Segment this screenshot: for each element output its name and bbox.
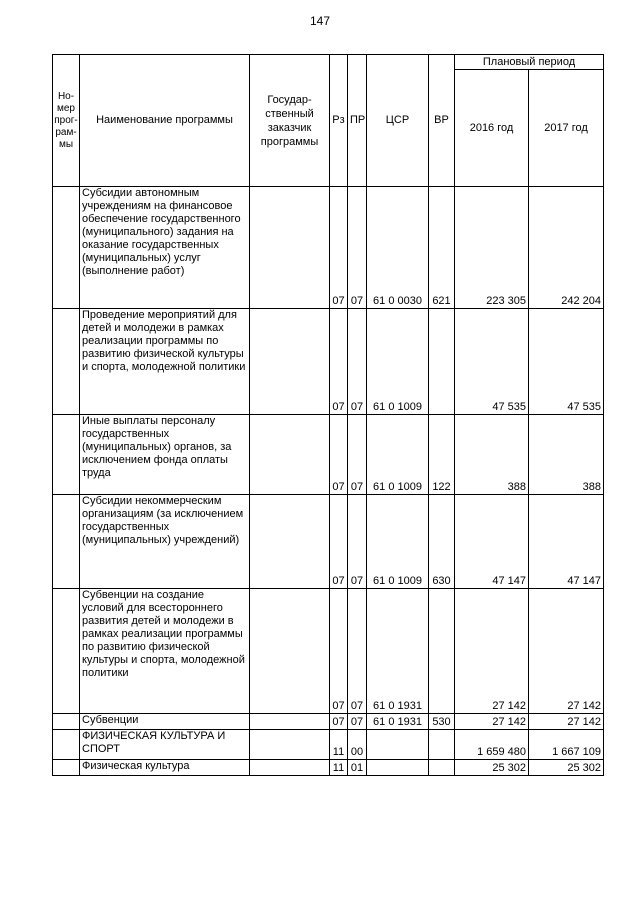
header-program-number: Но- мер прог- рам- мы bbox=[53, 55, 80, 187]
header-planning-period: Плановый период bbox=[455, 55, 604, 70]
cell-csr: 61 0 1009 bbox=[367, 309, 429, 415]
cell-rz: 07 bbox=[330, 589, 348, 714]
cell-program-name: Проведение мероприятий для детей и молодежи в рамках реализации программы по развитию физической культуры и спорта, молодежной политики bbox=[80, 309, 250, 415]
cell-pr: 07 bbox=[348, 309, 367, 415]
budget-table bbox=[52, 54, 604, 776]
cell-2017: 47 147 bbox=[529, 495, 604, 589]
cell-program-name: Субвенции bbox=[80, 714, 250, 730]
header-pr: ПР bbox=[348, 55, 367, 187]
cell-program-name: Субсидии автономным учреждениям на финансовое обеспечение государственного (муниципального) задания на оказание государственных (муниципальных) услуг (выполнение работ) bbox=[80, 187, 250, 309]
cell-program-name: Субсидии некоммерческим организациям (за исключением государственных (муниципальных) учреждений) bbox=[80, 495, 250, 589]
cell-vr: 630 bbox=[429, 495, 455, 589]
cell-program-number bbox=[53, 495, 80, 589]
cell-state-customer bbox=[250, 714, 330, 730]
cell-rz: 07 bbox=[330, 495, 348, 589]
cell-csr bbox=[367, 730, 429, 760]
cell-state-customer bbox=[250, 589, 330, 714]
cell-2017: 242 204 bbox=[529, 187, 604, 309]
cell-program-name: ФИЗИЧЕСКАЯ КУЛЬТУРА И СПОРТ bbox=[80, 730, 250, 760]
cell-vr bbox=[429, 309, 455, 415]
cell-2016: 388 bbox=[455, 415, 529, 495]
header-state-customer: Государ- ственный заказчик программы bbox=[250, 55, 330, 187]
cell-vr bbox=[429, 589, 455, 714]
cell-rz: 07 bbox=[330, 309, 348, 415]
cell-2016: 47 147 bbox=[455, 495, 529, 589]
cell-2017: 27 142 bbox=[529, 714, 604, 730]
cell-csr: 61 0 1009 bbox=[367, 495, 429, 589]
page-number: 147 bbox=[309, 14, 331, 28]
cell-csr: 61 0 0030 bbox=[367, 187, 429, 309]
cell-vr bbox=[429, 730, 455, 760]
table-row bbox=[53, 714, 604, 730]
header-rz: Рз bbox=[330, 55, 348, 187]
table-row bbox=[53, 415, 604, 495]
cell-pr: 07 bbox=[348, 495, 367, 589]
header-row-period bbox=[53, 55, 604, 70]
header-year-2017: 2017 год bbox=[529, 70, 604, 187]
cell-2017: 1 667 109 bbox=[529, 730, 604, 760]
cell-2017: 388 bbox=[529, 415, 604, 495]
cell-state-customer bbox=[250, 415, 330, 495]
cell-2016: 27 142 bbox=[455, 714, 529, 730]
cell-state-customer bbox=[250, 760, 330, 776]
cell-2017: 27 142 bbox=[529, 589, 604, 714]
cell-2016: 47 535 bbox=[455, 309, 529, 415]
cell-program-number bbox=[53, 730, 80, 760]
header-program-name: Наименование программы bbox=[80, 55, 250, 187]
cell-program-number bbox=[53, 760, 80, 776]
cell-pr: 07 bbox=[348, 589, 367, 714]
cell-rz: 07 bbox=[330, 415, 348, 495]
cell-state-customer bbox=[250, 495, 330, 589]
cell-2017: 47 535 bbox=[529, 309, 604, 415]
table-row bbox=[53, 589, 604, 714]
header-csr: ЦСР bbox=[367, 55, 429, 187]
cell-rz: 11 bbox=[330, 760, 348, 776]
cell-2016: 1 659 480 bbox=[455, 730, 529, 760]
table-row bbox=[53, 760, 604, 776]
cell-program-number bbox=[53, 187, 80, 309]
header-vr: ВР bbox=[429, 55, 455, 187]
cell-rz: 07 bbox=[330, 714, 348, 730]
cell-program-name: Физическая культура bbox=[80, 760, 250, 776]
cell-pr: 00 bbox=[348, 730, 367, 760]
cell-vr: 122 bbox=[429, 415, 455, 495]
cell-program-number bbox=[53, 309, 80, 415]
cell-program-name: Иные выплаты персоналу государственных (муниципальных) органов, за исключением фонда оплаты труда bbox=[80, 415, 250, 495]
table-row bbox=[53, 309, 604, 415]
cell-state-customer bbox=[250, 309, 330, 415]
cell-vr: 530 bbox=[429, 714, 455, 730]
cell-csr: 61 0 1009 bbox=[367, 415, 429, 495]
cell-pr: 07 bbox=[348, 187, 367, 309]
cell-state-customer bbox=[250, 730, 330, 760]
cell-2016: 223 305 bbox=[455, 187, 529, 309]
cell-program-number bbox=[53, 415, 80, 495]
cell-pr: 07 bbox=[348, 415, 367, 495]
cell-2016: 25 302 bbox=[455, 760, 529, 776]
table-row bbox=[53, 187, 604, 309]
cell-state-customer bbox=[250, 187, 330, 309]
cell-rz: 11 bbox=[330, 730, 348, 760]
table-row bbox=[53, 730, 604, 760]
cell-csr bbox=[367, 760, 429, 776]
cell-pr: 07 bbox=[348, 714, 367, 730]
cell-vr bbox=[429, 760, 455, 776]
cell-program-number bbox=[53, 589, 80, 714]
cell-csr: 61 0 1931 bbox=[367, 714, 429, 730]
cell-2017: 25 302 bbox=[529, 760, 604, 776]
table-row bbox=[53, 495, 604, 589]
cell-csr: 61 0 1931 bbox=[367, 589, 429, 714]
cell-pr: 01 bbox=[348, 760, 367, 776]
cell-vr: 621 bbox=[429, 187, 455, 309]
header-year-2016: 2016 год bbox=[455, 70, 529, 187]
cell-rz: 07 bbox=[330, 187, 348, 309]
cell-program-number bbox=[53, 714, 80, 730]
cell-program-name: Субвенции на создание условий для всестороннего развития детей и молодежи в рамках реализации программы по развитию физической культуры и спорта, молодежной политики bbox=[80, 589, 250, 714]
cell-2016: 27 142 bbox=[455, 589, 529, 714]
